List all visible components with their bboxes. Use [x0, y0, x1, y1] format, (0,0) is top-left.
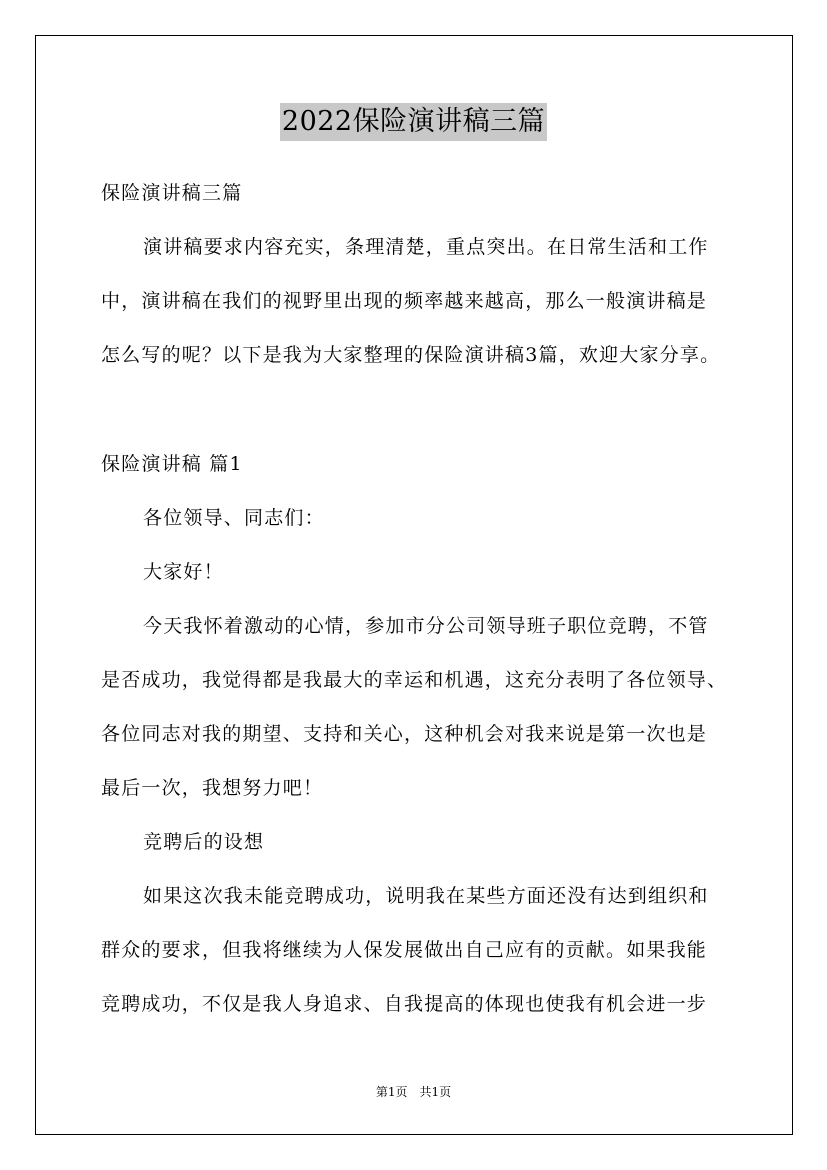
page-footer: 第1页 共1页: [375, 1085, 452, 1099]
title-container: [0, 103, 827, 141]
intro-line: 演讲稿要求内容充实，条理清楚，重点突出。在日常生活和工作: [143, 236, 709, 258]
paragraph-line: 群众的要求，但我将继续为人保发展做出自己应有的贡献。如果我能: [101, 939, 708, 961]
paragraph-line: 竞聘成功，不仅是我人身追求、自我提高的体现也使我有机会进一步: [101, 993, 708, 1015]
paragraph-line: 最后一次，我想努力吧！: [101, 777, 324, 799]
subheading: 竞聘后的设想: [143, 831, 265, 853]
greeting: 各位领导、同志们：: [143, 507, 325, 529]
paragraph-line: 是否成功，我觉得都是我最大的幸运和机遇，这充分表明了各位领导、: [101, 669, 728, 691]
paragraph-line: 如果这次我未能竞聘成功，说明我在某些方面还没有达到组织和: [143, 885, 709, 907]
hello-line: 大家好！: [143, 561, 224, 583]
intro-line: 怎么写的呢？以下是我为大家整理的保险演讲稿3篇，欢迎大家分享。: [101, 344, 721, 366]
section-heading: 保险演讲稿 篇1: [101, 453, 243, 475]
subtitle: 保险演讲稿三篇: [101, 182, 243, 204]
document-title: 2022保险演讲稿三篇: [280, 103, 547, 141]
intro-line: 中，演讲稿在我们的视野里出现的频率越来越高，那么一般演讲稿是: [101, 290, 708, 312]
paragraph-line: 各位同志对我的期望、支持和关心，这种机会对我来说是第一次也是: [101, 723, 708, 745]
paragraph-line: 今天我怀着激动的心情，参加市分公司领导班子职位竞聘，不管: [143, 615, 709, 637]
